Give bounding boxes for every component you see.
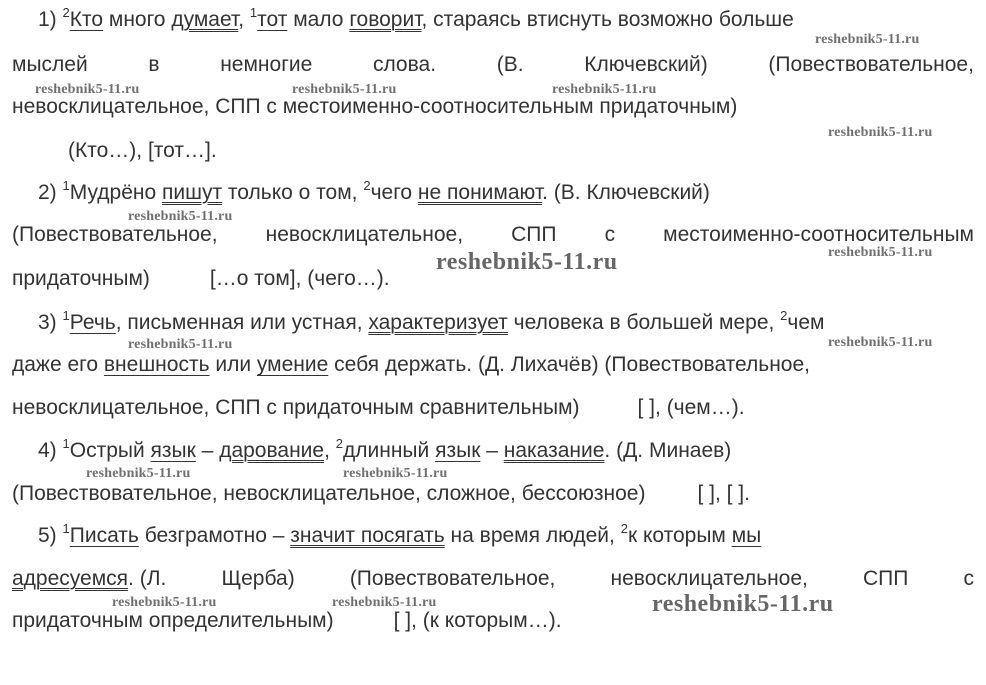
watermark-text: reshebnik5-11.ru (86, 466, 191, 481)
text: придаточным определительным) (12, 609, 334, 632)
subject-word: мы (731, 524, 762, 547)
watermark-text: reshebnik5-11.ru (35, 82, 140, 97)
sentence-3-line-1 (38, 310, 974, 336)
clause-index: 1 (62, 436, 70, 451)
text: к которым (627, 524, 732, 547)
predicate-word: не понимают (417, 181, 543, 204)
text: мало (287, 8, 350, 31)
word: СПП (511, 223, 557, 246)
text: придаточным) (12, 267, 150, 290)
sentence-1-line-1 (38, 7, 974, 33)
text: (Повествовательное, невосклицательное, сложное, бессоюзное) (12, 482, 646, 505)
subject-word: язык (150, 439, 196, 462)
subject-word: Кто (69, 8, 104, 31)
watermark-text: reshebnik5-11.ru (292, 82, 397, 97)
predicate-word: пишут (162, 181, 223, 204)
watermark-text: reshebnik5-11.ru (828, 245, 933, 260)
word: СПП (863, 567, 909, 590)
text: , письменная или устная, (115, 311, 369, 334)
word: слова. (372, 53, 437, 76)
clause-index: 2 (780, 308, 788, 323)
clause-index: 2 (363, 178, 371, 193)
text: или (209, 353, 257, 376)
text: человека в большей мере, (507, 311, 781, 334)
sentence-1-scheme (68, 138, 986, 164)
word: (Повествовательное, (768, 53, 974, 76)
sentence-5-line-1 (38, 523, 974, 549)
watermark-text: reshebnik5-11.ru (652, 591, 834, 617)
scheme: [ ], (к которым…). (393, 609, 562, 632)
watermark-text: reshebnik5-11.ru (815, 32, 920, 47)
clause-index: 2 (62, 5, 70, 20)
clause-index: 1 (62, 178, 70, 193)
watermark-text: reshebnik5-11.ru (828, 335, 933, 350)
clause-index: 1 (62, 521, 70, 536)
text: чем (787, 311, 825, 334)
text: невосклицательное, СПП с местоименно-соотносительным придаточным) (12, 95, 738, 118)
text: даже его (12, 353, 104, 376)
word: с (963, 567, 974, 590)
word: с (604, 223, 616, 246)
sentence-number: 4) (38, 439, 63, 462)
word: невосклицательное, (265, 223, 464, 246)
scheme: (Кто…), [тот…]. (68, 139, 217, 162)
sentence-number: 1) (38, 8, 63, 31)
predicate-word: значит посягать (290, 524, 445, 547)
word: в (148, 53, 160, 76)
sentence-number: 2) (38, 181, 63, 204)
watermark-text: reshebnik5-11.ru (128, 209, 233, 224)
word-group (12, 566, 166, 592)
sentence-4-line-1 (38, 438, 974, 464)
word: (Повествовательное, (349, 567, 556, 590)
clause-index: 1 (249, 5, 258, 20)
predicate-word: адресуемся (12, 567, 129, 590)
word: немногие (220, 53, 313, 76)
text: – (480, 439, 504, 462)
clause-index: 1 (62, 308, 70, 323)
subject-word: тот (257, 8, 288, 31)
text: , (324, 439, 336, 462)
sentence-5-line-2 (12, 566, 974, 592)
word: (Повествовательное, (12, 223, 218, 246)
text: . (Д. Минаев) (604, 439, 732, 462)
sentence-number: 3) (38, 311, 63, 334)
word: . (Л. (128, 567, 167, 590)
watermark-text: reshebnik5-11.ru (343, 466, 448, 481)
text: только о том, (222, 181, 364, 204)
word: Щерба) (221, 567, 295, 590)
text: . (В. Ключевский) (542, 181, 710, 204)
subject-word: язык (435, 439, 481, 462)
sentence-4-line-2 (12, 481, 974, 507)
text: , стараясь втиснуть возможно больше (421, 8, 794, 31)
clause-index: 2 (620, 521, 628, 536)
watermark-text: reshebnik5-11.ru (828, 125, 933, 140)
text: Острый (69, 439, 151, 462)
predicate-word: говорит (349, 8, 422, 31)
subject-word: Писать (69, 524, 139, 547)
predicate-word: дарование (219, 439, 325, 462)
word: местоименно-соотносительным (663, 223, 974, 246)
predicate-word: характеризует (368, 311, 508, 334)
sentence-3-line-3 (12, 395, 974, 421)
sentence-1-line-2 (12, 52, 974, 78)
sentence-number: 5) (38, 524, 63, 547)
watermark-text: reshebnik5-11.ru (128, 337, 233, 352)
text: , (238, 8, 250, 31)
word: (В. (496, 53, 524, 76)
text: Мудрёно (69, 181, 163, 204)
word: мыслей (12, 53, 88, 76)
sentence-2-line-1 (38, 180, 974, 206)
predicate-word: наказание (503, 439, 605, 462)
text: чего (370, 181, 418, 204)
scheme: [ ], (чем…). (637, 396, 745, 419)
watermark-text: reshebnik5-11.ru (552, 82, 657, 97)
watermark-text: reshebnik5-11.ru (112, 595, 217, 610)
predicate-word: думает (171, 8, 239, 31)
text: много (103, 8, 172, 31)
watermark-text: reshebnik5-11.ru (332, 595, 437, 610)
text: безграмотно – (138, 524, 291, 547)
text: длинный (343, 439, 436, 462)
sentence-1-line-3 (12, 94, 974, 120)
text: себя держать. (Д. Лихачёв) (Повествовательное, (328, 353, 811, 376)
scheme: [ ], [ ]. (697, 482, 750, 505)
subject-word: Речь (69, 311, 116, 334)
text: на время людей, (444, 524, 621, 547)
clause-index: 2 (335, 436, 343, 451)
text: – (195, 439, 220, 462)
scheme: […о том], (чего…). (209, 267, 390, 290)
text: невосклицательное, СПП с придаточным сравнительным) (12, 396, 580, 419)
word: невосклицательное, (610, 567, 808, 590)
watermark-text: reshebnik5-11.ru (436, 249, 618, 275)
sentence-3-line-2 (12, 352, 974, 378)
subject-word: внешность (103, 353, 210, 376)
subject-word: умение (256, 353, 329, 376)
word: Ключевский) (584, 53, 708, 76)
